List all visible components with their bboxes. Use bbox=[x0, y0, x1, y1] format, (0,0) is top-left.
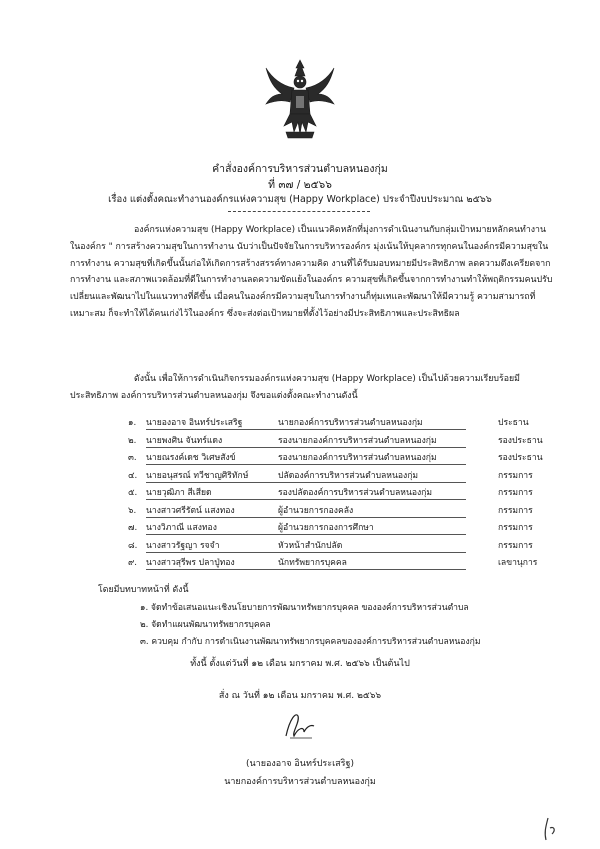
committee-row bbox=[120, 468, 560, 486]
member-number: ๒. bbox=[128, 435, 137, 446]
member-name: นางวิภาณี แสงทอง bbox=[146, 523, 217, 533]
member-name: นายวุฒิภา สีเสียด bbox=[146, 488, 212, 498]
handwritten-mark-icon bbox=[540, 816, 560, 842]
row-underline bbox=[146, 534, 466, 535]
duties-list bbox=[140, 600, 560, 651]
committee-row bbox=[120, 433, 560, 451]
member-position: ปลัดองค์การบริหารส่วนตำบลหนองกุ่ม bbox=[278, 470, 419, 481]
member-role: รองประธาน bbox=[498, 453, 543, 463]
member-role: รองประธาน bbox=[498, 435, 543, 446]
duty-item: ๓. ควบคุม กำกับ การดำเนินงานพัฒนาทรัพยากรบุคคลขององค์การบริหารส่วนตำบลหนองกุ่ม bbox=[140, 637, 481, 647]
duty-item: ๑. จัดทำข้อเสนอแนะเชิงนโยบายการพัฒนาทรัพยากรบุคคล ขององค์การบริหารส่วนตำบล bbox=[140, 603, 469, 613]
signer-name: (นายองอาจ อินทร์ประเสริฐ) bbox=[246, 759, 354, 769]
row-underline bbox=[146, 447, 466, 448]
member-position: ผู้อำนวยการกองคลัง bbox=[278, 505, 354, 516]
member-name: นางสาวรัฐญา รจจำ bbox=[146, 540, 220, 551]
member-number: ๖. bbox=[128, 505, 137, 516]
member-number: ๘. bbox=[128, 540, 138, 551]
appointment-paragraph-text: ดังนั้น เพื่อให้การดำเนินกิจกรรมองค์กรแห่งความสุข (Happy Workplace) เป็นไปด้วยความเรียบร้อยมีประสิทธิภาพ องค์การบริหารส่วนตำบลหนองกุ่ม จึงขอแต่งตั้งคณะทำงานดังนี้ bbox=[70, 374, 520, 401]
member-role: กรรมการ bbox=[498, 505, 533, 516]
member-role: กรรมการ bbox=[498, 540, 533, 551]
member-position: นักทรัพยากรบุคคล bbox=[278, 558, 347, 568]
intro-paragraph-text: องค์กรแห่งความสุข (Happy Workplace) เป็นแนวคิดหลักที่มุ่งการดำเนินงานกับกลุ่มเป้าหมายหลักคนทำงานในองค์กร " การสร้างความสุขในการทำงาน นับว่าเป็นปัจจัยในการบริหารองค์กร มุ่งเน้นให้บุคลากรทุกคนในองค์กรมีความสุขในการทำงาน ความสุขที่เกิดขึ้นนั้นก่อให้เกิดการสร้างสรรค์ทางความคิด งานที่ได้รับมอบหมายมีประสิทธิภาพ ลดความตึงเครียดจากการทำงาน และสภาพแวดล้อมที่ดีในการทำงานลดความขัดแย้งในองค์กร ความสุขที่เกิดขึ้นจากการทำงานทำให้พฤติกรรมคนปรับเปลี่ยนและพัฒนาไปในแนวทางที่ดีขึ้น เมื่อคนในองค์กรมีความสุขในการทำงานก็ทุ่มเทและพัฒนาให้มีความรู้ ความสามารถที่เหมาะสม ก็จะทำให้ได้คนเก่งไว้ในองค์กร ซึ่งจะส่งต่อเป้าหมายที่ตั้งไว้อย่างมีประสิทธิภาพและประสิทธิผล bbox=[70, 225, 553, 319]
separator-line bbox=[228, 211, 370, 212]
effective-date: ทั้งนี้ ตั้งแต่วันที่ ๑๒ เดือน มกราคม พ.ศ. ๒๕๖๖ เป็นต้นไป bbox=[190, 659, 410, 669]
duties-heading: โดยมีบทบาทหน้าที่ ดังนี้ bbox=[98, 585, 189, 595]
member-name: นายอนุสรณ์ ทวีชาญศิริทักษ์ bbox=[146, 470, 249, 481]
appointment-paragraph bbox=[70, 371, 554, 405]
row-underline bbox=[146, 517, 466, 518]
signature-icon bbox=[280, 708, 320, 744]
order-date: สั่ง ณ วันที่ ๑๒ เดือน มกราคม พ.ศ. ๒๕๖๖ bbox=[218, 691, 382, 701]
row-underline bbox=[146, 482, 466, 483]
row-underline bbox=[146, 429, 466, 430]
member-role: เลขานุการ bbox=[498, 558, 538, 568]
committee-row bbox=[120, 503, 560, 521]
order-subject: เรื่อง แต่งตั้งคณะทำงานองค์กรแห่งความสุข (Happy Workplace) ประจำปีงบประมาณ ๒๕๖๖ bbox=[108, 194, 492, 205]
member-role: กรรมการ bbox=[498, 523, 533, 533]
member-name: นายพงศิน จันทร์แดง bbox=[146, 435, 223, 446]
member-number: ๕. bbox=[128, 488, 138, 498]
member-number: ๗. bbox=[128, 523, 138, 533]
member-number: ๑. bbox=[128, 418, 137, 428]
order-number: ที่ ๓๗ / ๒๕๖๖ bbox=[268, 179, 332, 191]
signer-title: นายกองค์การบริหารส่วนตำบลหนองกุ่ม bbox=[224, 777, 376, 787]
row-underline bbox=[146, 552, 466, 553]
member-number: ๓. bbox=[128, 453, 137, 463]
member-name: นายณรงค์เดช วิเศษสังข์ bbox=[146, 453, 236, 463]
duty-item: ๒. จัดทำแผนพัฒนาทรัพยากรบุคคล bbox=[140, 620, 271, 630]
row-underline bbox=[146, 464, 466, 465]
member-role: กรรมการ bbox=[498, 470, 533, 481]
order-title: คำสั่งองค์การบริหารส่วนตำบลหนองกุ่ม bbox=[212, 163, 388, 175]
member-number: ๙. bbox=[128, 558, 138, 568]
committee-row bbox=[120, 520, 560, 538]
member-position: รองนายกองค์การบริหารส่วนตำบลหนองกุ่ม bbox=[278, 435, 437, 446]
member-position: หัวหน้าสำนักปลัด bbox=[278, 540, 343, 551]
member-number: ๔. bbox=[128, 470, 138, 481]
committee-row bbox=[120, 415, 560, 433]
member-position: นายกองค์การบริหารส่วนตำบลหนองกุ่ม bbox=[278, 418, 423, 428]
member-role: กรรมการ bbox=[498, 488, 533, 498]
member-position: รองนายกองค์การบริหารส่วนตำบลหนองกุ่ม bbox=[278, 453, 437, 463]
member-position: ผู้อำนวยการกองการศึกษา bbox=[278, 523, 374, 533]
member-name: นางสาวศรีรัตน์ แสงทอง bbox=[146, 505, 235, 516]
committee-row bbox=[120, 450, 560, 468]
committee-list bbox=[120, 415, 560, 573]
row-underline bbox=[146, 569, 466, 570]
member-role: ประธาน bbox=[498, 418, 529, 428]
garuda-emblem-icon bbox=[262, 56, 338, 142]
committee-row bbox=[120, 555, 560, 573]
committee-row bbox=[120, 538, 560, 556]
committee-row bbox=[120, 485, 560, 503]
member-position: รองปลัดองค์การบริหารส่วนตำบลหนองกุ่ม bbox=[278, 488, 433, 498]
member-name: นางสาวสุรีพร ปลาปู่ทอง bbox=[146, 558, 235, 568]
intro-paragraph bbox=[70, 222, 554, 323]
row-underline bbox=[146, 499, 466, 500]
member-name: นายองอาจ อินทร์ประเสริฐ bbox=[146, 418, 243, 428]
